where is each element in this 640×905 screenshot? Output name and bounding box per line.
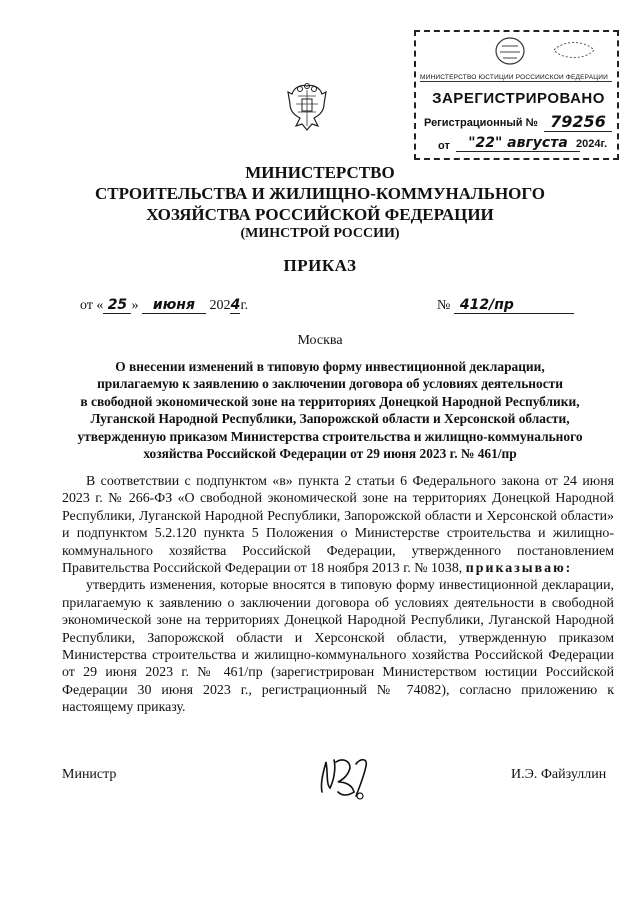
stamp-regdate-year: 2024г. [576, 138, 608, 150]
seal-emblem-icon [480, 36, 540, 66]
subject-line: прилагаемую к заявлению о заключении договора об условиях деятельности [97, 376, 563, 392]
number-label: № [437, 298, 451, 313]
ministry-heading-line: МИНИСТЕРСТВО [245, 163, 395, 182]
stamp-regnum-label: Регистрационный № [424, 117, 538, 129]
stamp-regnum-value: 79256 [544, 112, 612, 132]
registration-stamp [414, 30, 619, 160]
date-year-digit: 4 [230, 297, 241, 313]
subject-line: О внесении изменений в типовую форму инвестиционной декларации, [115, 359, 545, 374]
ministry-heading [0, 162, 640, 225]
stamp-registered: ЗАРЕГИСТРИРОВАНО [432, 90, 605, 107]
order-date [80, 297, 248, 314]
date-year-prefix: 202 [209, 298, 231, 313]
handwritten-signature [312, 752, 372, 802]
preamble-text: В соответствии с подпунктом «в» пункта 2 статьи 6 Федерального закона от 24 июня 2023 г. № 266-ФЗ «О свободной экономической зоне на территориях Донецкой Народной Республики, Луганской Народной Республики, Запорожской области и Херсонской области» и подпунктом 5.2.120 пункта 5 Положения о Министерстве строительства и жилищно-коммунального хозяйства Российской Федерации, утвержденного постановлением Правительства Российской Федерации от 18 ноября 2013 г. № 1038, [62, 474, 614, 577]
date-day: 25 [103, 297, 131, 314]
order-subject [60, 358, 600, 462]
date-suffix: г. [240, 298, 249, 313]
subject-line: Луганской Народной Республики, Запорожской области и Херсонской области, [90, 411, 570, 427]
subject-line: в свободной экономической зоне на территориях Донецкой Народной Республики, [80, 393, 580, 409]
ministry-abbreviation: (МИНСТРОЙ РОССИИ) [240, 226, 400, 241]
document-type: ПРИКАЗ [283, 256, 357, 275]
seal-emblem-icon [544, 36, 604, 66]
order-body [62, 473, 614, 717]
subject-line: утвержденную приказом Министерства строительства и жилищно-коммунального [77, 428, 583, 444]
body-paragraph [62, 473, 614, 577]
city: Москва [297, 333, 343, 348]
signer-name: И.Э. Файзуллин [511, 767, 607, 782]
body-paragraph: утвердить изменения, которые вносятся в типовую форму инвестиционной декларации, прилагаемую к заявлению о заключении договора об условиях деятельности в свободной экономической зоне на территориях Донецкой Народной Республики, Луганской Народной Республики, Запорожской области и Херсонской области, утвержденную приказом Министерства строительства и жилищно-коммунального хозяйства Российской Федерации от 29 июня 2023 г. № 461/пр (зарегистрирован Министерством юстиции Российской Федерации 30 июня 2023 г., регистрационный № 74082), согласно приложению к настоящему приказу. [62, 578, 614, 716]
order-directive: приказываю: [465, 561, 573, 577]
date-month: июня [142, 297, 206, 314]
ministry-heading-line: ХОЗЯЙСТВА РОССИЙСКОЙ ФЕДЕРАЦИИ [146, 205, 494, 224]
coat-of-arms-icon [286, 82, 328, 132]
date-mid: » [131, 298, 139, 313]
ministry-heading-line: СТРОИТЕЛЬСТВА И ЖИЛИЩНО-КОММУНАЛЬНОГО [94, 184, 546, 203]
date-prefix: от « [80, 298, 104, 313]
signer-title: Министр [62, 767, 117, 782]
stamp-ministry-line: МИНИСТЕРСТВО ЮСТИЦИИ РОССИЙСКОЙ ФЕДЕРАЦИИ [420, 74, 612, 82]
stamp-regdate-label: от [438, 140, 450, 152]
order-number [437, 297, 574, 314]
number-value: 412/пр [454, 297, 574, 314]
stamp-regdate-value: "22" августа [456, 135, 580, 152]
subject-line: хозяйства Российской Федерации от 29 июня 2023 г. № 461/пр [143, 446, 517, 462]
